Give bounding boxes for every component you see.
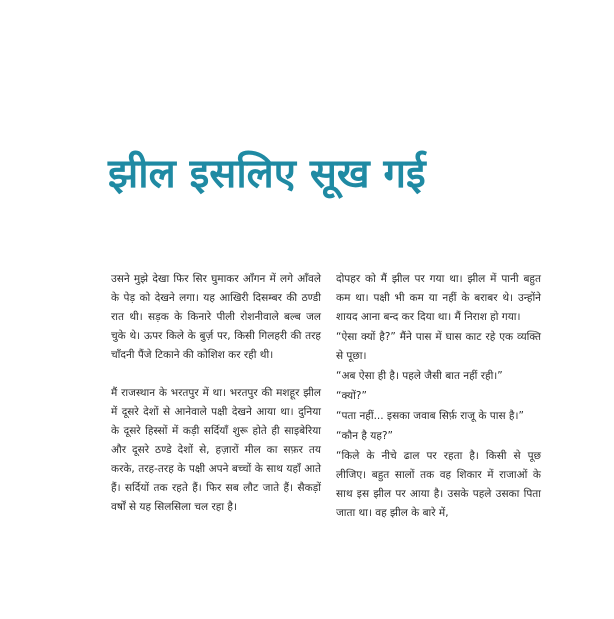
left-paragraph-2: मैं राजस्थान के भरतपुर में था। भरतपुर की मशहूर झील में दूसरे देशों से आनेवाले पक्षी देखने आया था। दुनिया के दूसरे हिस्सों में कड़ी सर्दियाँ शुरू होते ही साइबेरिया और दूसरे ठण्डे देशों से, हज़ारों मील का सफ़र तय करके, तरह-तरह के पक्षी अपने बच्चों के साथ यहाँ आते हैं। सर्दियों तक रहते हैं। फिर सब लौट जाते हैं। सैकड़ों वर्षों से यह सिलसिला चल रहा है। (111, 387, 321, 513)
right-text-column (336, 270, 541, 523)
right-paragraph-7: “किले के नीचे ढाल पर रहता है। किसी से पूछ लीजिए। बहुत सालों तक वह शिकार में राजाओं के साथ इस झील पर आया है। उसके पहले उसका पिता जाता था। वह झील के बारे में, (336, 450, 541, 519)
left-paragraph-1: उसने मुझे देखा फिर सिर घुमाकर आँगन में लगे आँवले के पेड़ को देखने लगा। यह आखिरी दिसम्बर की ठण्डी रात थी। सड़क के किनारे पीली रोशनीवाले बल्ब जल चुके थे। ऊपर किले के बुर्ज़ पर, किसी गिलहरी की तरह चाँदनी पैंजे टिकाने की कोशिश कर रही थी। (111, 273, 321, 361)
chapter-title: झील इसलिए सूख गई (108, 151, 426, 197)
right-paragraph-3: “अब ऐसा ही है। पहले जैसी बात नहीं रही।” (336, 370, 503, 382)
left-text-column (111, 270, 321, 517)
right-paragraph-4: “क्यों?” (336, 390, 367, 402)
right-paragraph-1: दोपहर को मैं झील पर गया था। झील में पानी बहुत कम था। पक्षी भी कम या नहीं के बराबर थे। उन्होंने शायद आना बन्द कर दिया था। मैं निराश हो गया। (336, 273, 541, 323)
right-paragraph-6: “कौन है यह?” (336, 430, 393, 442)
right-paragraph-2: “ऐसा क्यों है?” मैंने पास में घास काट रहे एक व्यक्ति से पूछा। (336, 331, 541, 362)
right-paragraph-5: “पता नहीं... इसका जवाब सिर्फ़ राजू के पास है।” (336, 410, 524, 422)
